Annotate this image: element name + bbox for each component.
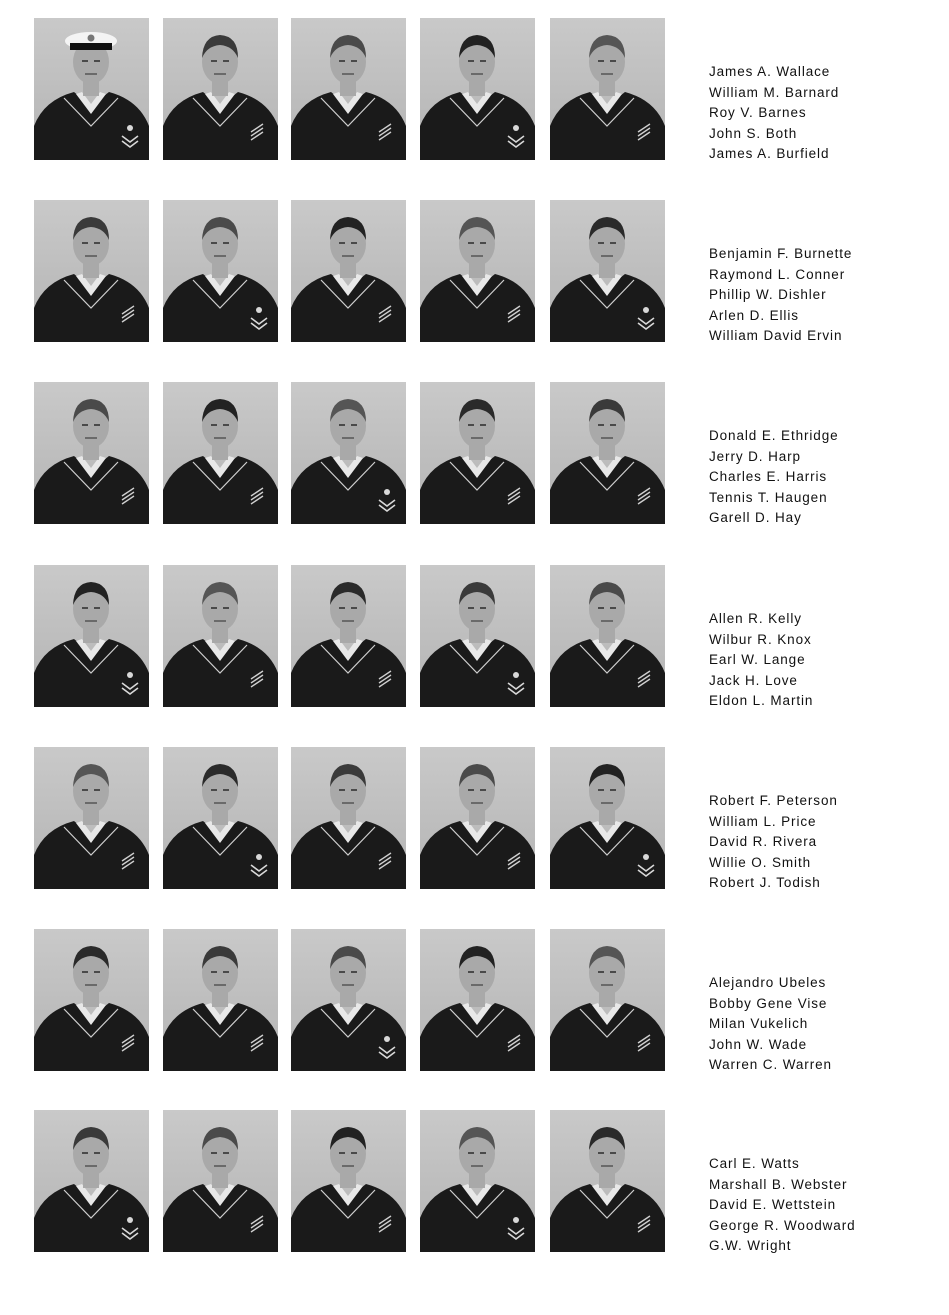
sailor-portrait-photo (163, 1110, 278, 1252)
sailor-name: Milan Vukelich (709, 1016, 809, 1032)
sailor-portrait-photo (420, 1110, 535, 1252)
sailor-name: Jerry D. Harp (709, 448, 801, 464)
sailor-name: Benjamin F. Burnette (709, 246, 853, 261)
roster-row (0, 565, 949, 715)
sailor-name: Alejandro Ubeles (709, 975, 827, 990)
sailor-name: John W. Wade (709, 1036, 808, 1052)
roster-row (0, 1110, 949, 1260)
sailor-portrait-photo (163, 200, 278, 342)
sailor-name: James A. Burfield (709, 146, 830, 162)
sailor-name: John S. Both (709, 125, 798, 141)
name-list (709, 1154, 929, 1257)
sailor-portrait-photo (34, 18, 149, 160)
sailor-portrait-photo (163, 747, 278, 889)
sailor-name: Charles E. Harris (709, 469, 828, 485)
sailor-portrait-photo (420, 565, 535, 707)
sailor-portrait-photo (163, 18, 278, 160)
roster-row (0, 18, 949, 168)
sailor-portrait-photo (163, 382, 278, 524)
sailor-name: Jack H. Love (709, 672, 798, 688)
name-list (709, 791, 929, 894)
sailor-portrait-photo (550, 382, 665, 524)
sailor-portrait-photo (291, 565, 406, 707)
sailor-name: Warren C. Warren (709, 1057, 832, 1073)
sailor-name: Arlen D. Ellis (709, 307, 799, 323)
sailor-portrait-photo (420, 747, 535, 889)
name-list (709, 62, 929, 165)
sailor-portrait-photo (550, 565, 665, 707)
name-list (709, 426, 929, 529)
sailor-name: Garell D. Hay (709, 510, 802, 526)
name-list (709, 973, 929, 1076)
sailor-name: Tennis T. Haugen (709, 489, 828, 505)
sailor-name: Allen R. Kelly (709, 611, 802, 626)
sailor-name: Wilbur R. Knox (709, 631, 812, 647)
sailor-portrait-photo (291, 18, 406, 160)
sailor-name: Phillip W. Dishler (709, 287, 827, 303)
sailor-portrait-photo (420, 929, 535, 1071)
sailor-portrait-photo (291, 382, 406, 524)
sailor-portrait-photo (34, 200, 149, 342)
sailor-portrait-photo (550, 929, 665, 1071)
name-list (709, 244, 929, 347)
sailor-name: Willie O. Smith (709, 854, 812, 870)
sailor-portrait-photo (291, 747, 406, 889)
sailor-name: Marshall B. Webster (709, 1176, 848, 1192)
sailor-portrait-photo (34, 382, 149, 524)
sailor-name: Bobby Gene Vise (709, 995, 828, 1011)
sailor-name: G.W. Wright (709, 1238, 792, 1254)
sailor-name: Robert F. Peterson (709, 793, 838, 808)
sailor-name: Carl E. Watts (709, 1156, 800, 1171)
sailor-portrait-photo (550, 18, 665, 160)
sailor-name: Earl W. Lange (709, 652, 806, 668)
sailor-name: James A. Wallace (709, 64, 831, 79)
sailor-portrait-photo (420, 382, 535, 524)
sailor-portrait-photo (420, 200, 535, 342)
sailor-portrait-photo (34, 747, 149, 889)
sailor-portrait-photo (291, 200, 406, 342)
sailor-portrait-photo (550, 200, 665, 342)
roster-row (0, 747, 949, 897)
name-list (709, 609, 929, 712)
sailor-portrait-photo (34, 565, 149, 707)
roster-row (0, 929, 949, 1079)
sailor-portrait-photo (291, 929, 406, 1071)
sailor-portrait-photo (163, 565, 278, 707)
sailor-name: David E. Wettstein (709, 1197, 836, 1213)
sailor-portrait-photo (550, 747, 665, 889)
sailor-portrait-photo (420, 18, 535, 160)
sailor-name: Eldon L. Martin (709, 693, 814, 709)
sailor-name: Donald E. Ethridge (709, 428, 839, 443)
sailor-name: William M. Barnard (709, 84, 840, 100)
sailor-name: Raymond L. Conner (709, 266, 846, 282)
sailor-name: William David Ervin (709, 328, 843, 344)
sailor-portrait-photo (34, 929, 149, 1071)
sailor-portrait-photo (163, 929, 278, 1071)
sailor-name: William L. Price (709, 813, 817, 829)
sailor-portrait-photo (34, 1110, 149, 1252)
sailor-name: David R. Rivera (709, 834, 818, 850)
roster-row (0, 200, 949, 350)
sailor-portrait-photo (291, 1110, 406, 1252)
sailor-portrait-photo (550, 1110, 665, 1252)
sailor-name: George R. Woodward (709, 1217, 856, 1233)
roster-row (0, 382, 949, 532)
sailor-name: Robert J. Todish (709, 875, 821, 891)
sailor-name: Roy V. Barnes (709, 105, 807, 121)
